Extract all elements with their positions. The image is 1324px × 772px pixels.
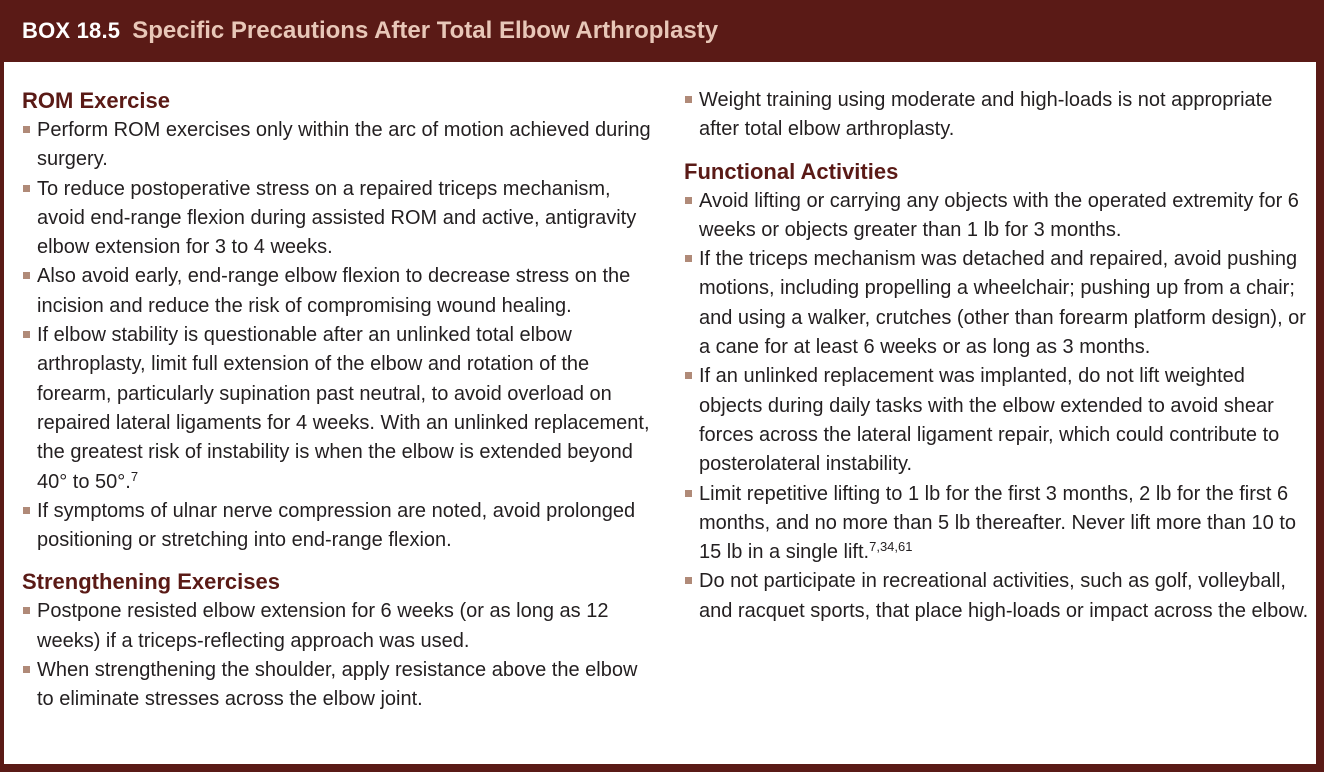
box-header: [0, 0, 1324, 62]
list-item: When strengthening the shoulder, apply resistance above the elbow to eliminate stresses across the elbow joint.: [22, 656, 652, 715]
square-bullet-icon: [23, 185, 30, 192]
list-item: If an unlinked replacement was implanted, do not lift weighted objects during daily tasks with the elbow extended to avoid shear forces across the lateral ligament repair, which could contribute to posterolateral instability.: [684, 362, 1310, 479]
square-bullet-icon: [23, 607, 30, 614]
square-bullet-icon: [685, 372, 692, 379]
box-title: Specific Precautions After Total Elbow Arthroplasty: [132, 17, 719, 44]
square-bullet-icon: [23, 331, 30, 338]
list-item: If elbow stability is questionable after an unlinked total elbow arthroplasty, limit full extension of the elbow and rotation of the forearm, particularly supination past neutral, to avoid overload on repaired lateral ligaments for 4 weeks. With an unlinked replacement, the greatest risk of instability is when the elbow is extended beyond 40° to 50°.$^7$: [22, 321, 652, 497]
list-item: Do not participate in recreational activities, such as golf, volleyball, and racquet sports, that place high-loads or impact across the elbow.: [684, 567, 1310, 626]
list-item: If the triceps mechanism was detached and repaired, avoid pushing motions, including propelling a wheelchair; pushing up from a chair; and using a walker, crutches (other than forearm platform design), or a cane for at least 6 weeks or as long as 3 months.: [684, 245, 1310, 362]
square-bullet-icon: [685, 490, 692, 497]
right-column: [684, 86, 1310, 626]
square-bullet-icon: [685, 96, 692, 103]
citation-ref: 7: [130, 468, 139, 484]
square-bullet-icon: [23, 126, 30, 133]
rom-exercise-heading: ROM Exercise: [22, 88, 170, 113]
list-item: Weight training using moderate and high-loads is not appropriate after total elbow arthroplasty.: [684, 86, 1310, 145]
strengthening-list: [22, 597, 652, 714]
square-bullet-icon: [685, 255, 692, 262]
list-item: Perform ROM exercises only within the arc of motion achieved during surgery.: [22, 116, 652, 175]
square-bullet-icon: [23, 666, 30, 673]
box-number: BOX 18.5: [22, 18, 121, 43]
left-column: [22, 86, 652, 715]
functional-activities-list: [684, 187, 1310, 626]
list-item: Limit repetitive lifting to 1 lb for the first 3 months, 2 lb for the first 6 months, and no more than 5 lb thereafter. Never lift more than 10 to 15 lb in a single lift.$^{7,34,61}$: [684, 480, 1310, 568]
square-bullet-icon: [685, 577, 692, 584]
weight-training-list: [684, 86, 1310, 145]
list-item: Also avoid early, end-range elbow flexion to decrease stress on the incision and reduce the risk of compromising wound healing.: [22, 262, 652, 321]
square-bullet-icon: [685, 197, 692, 204]
square-bullet-icon: [23, 507, 30, 514]
list-item: Avoid lifting or carrying any objects with the operated extremity for 6 weeks or objects greater than 1 lb for 3 months.: [684, 187, 1310, 246]
functional-activities-heading: Functional Activities: [684, 158, 899, 184]
square-bullet-icon: [23, 272, 30, 279]
citation-ref: 7,34,61: [869, 539, 913, 555]
rom-exercise-list: [22, 116, 652, 555]
list-item: If symptoms of ulnar nerve compression are noted, avoid prolonged positioning or stretching into end-range flexion.: [22, 497, 652, 556]
list-item: Postpone resisted elbow extension for 6 weeks (or as long as 12 weeks) if a triceps-reflecting approach was used.: [22, 597, 652, 656]
strengthening-heading: Strengthening Exercises: [22, 569, 280, 595]
list-item: To reduce postoperative stress on a repaired triceps mechanism, avoid end-range flexion during assisted ROM and active, antigravity elbow extension for 3 to 4 weeks.: [22, 175, 652, 263]
box-body: [4, 62, 1316, 764]
